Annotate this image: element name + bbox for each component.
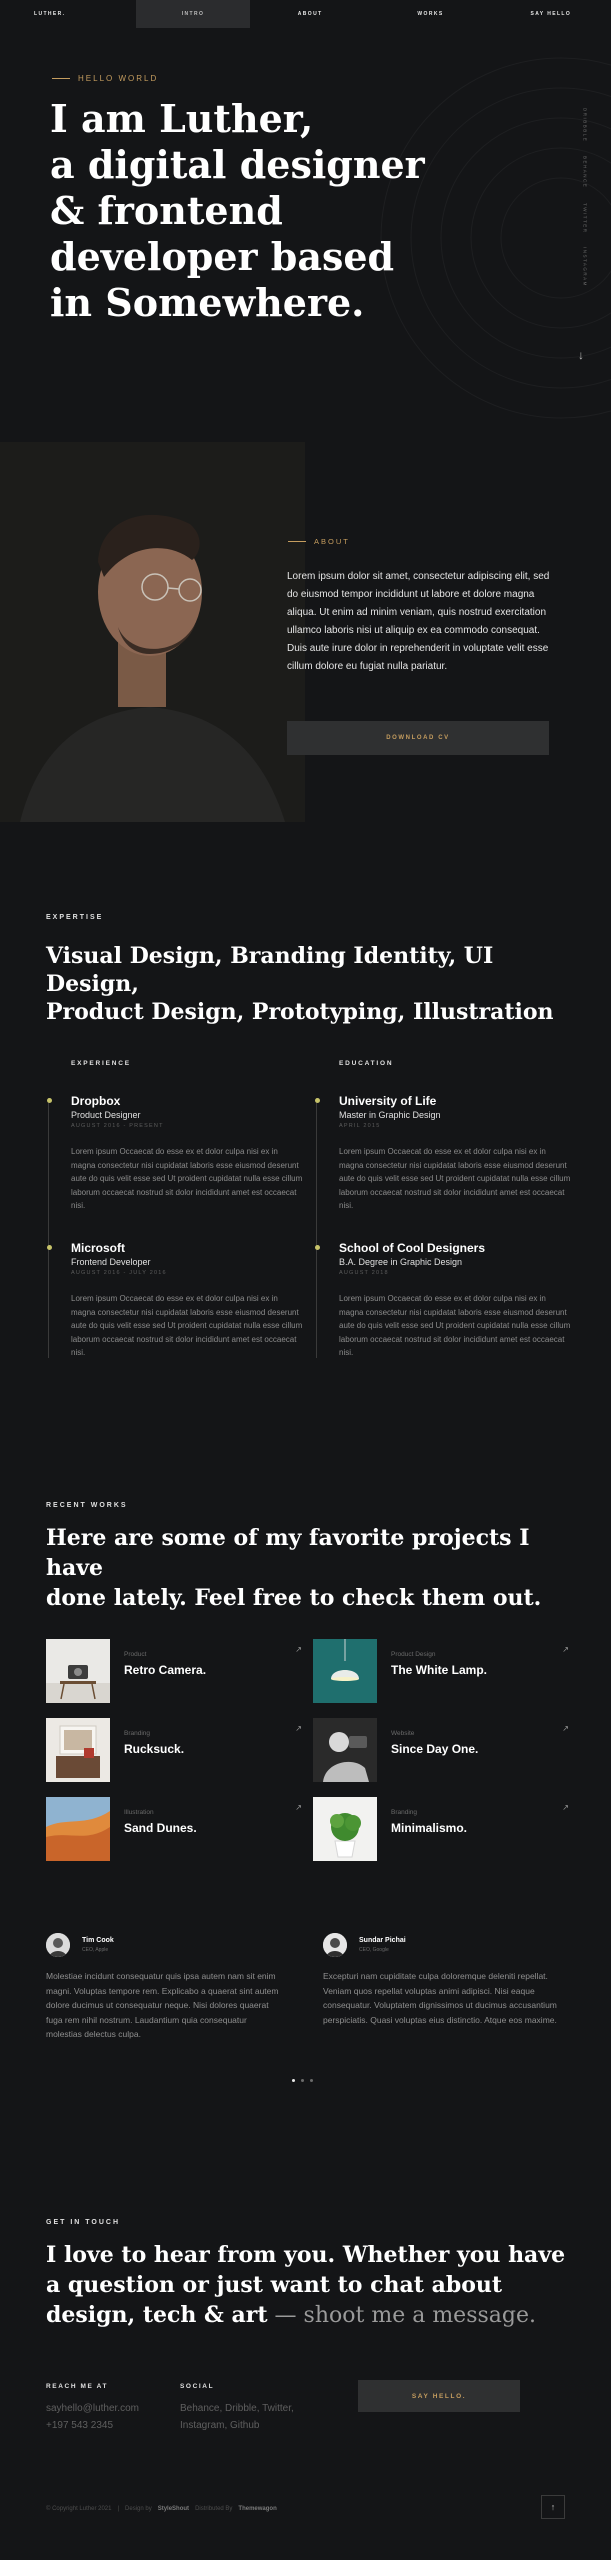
avatar bbox=[323, 1933, 347, 1957]
work-title: The White Lamp. bbox=[391, 1663, 487, 1677]
testimonial-role: CEO, Google bbox=[359, 1947, 389, 1953]
work-title: Minimalismo. bbox=[391, 1821, 468, 1835]
expertise-line-1: Visual Design, Branding Identity, UI Design, bbox=[46, 943, 494, 997]
distributed-prefix: Distributed By bbox=[195, 2506, 233, 2512]
hello-text: HELLO WORLD bbox=[78, 74, 159, 83]
timeline-dot bbox=[47, 1098, 52, 1103]
work-thumbnail bbox=[46, 1718, 110, 1782]
footer-credits bbox=[46, 2506, 277, 2512]
social-link-behance[interactable]: BEHANCE bbox=[582, 156, 588, 189]
works-line-2: done lately. Feel free to check them out. bbox=[46, 1585, 542, 1611]
work-thumbnail bbox=[46, 1639, 110, 1703]
carousel-dot[interactable] bbox=[310, 2079, 313, 2082]
social-link-dribbble[interactable]: DRIBBBLE bbox=[582, 108, 588, 143]
work-item[interactable] bbox=[313, 1718, 569, 1782]
social-link-instagram[interactable]: INSTAGRAM bbox=[582, 247, 588, 287]
hero-line-3: & frontend bbox=[50, 188, 283, 233]
entry-date: AUGUST 2016 - PRESENT bbox=[71, 1123, 164, 1129]
arrow-up-right-icon[interactable]: ↗ bbox=[562, 1803, 569, 1812]
work-thumbnail bbox=[313, 1639, 377, 1703]
arrow-up-right-icon[interactable]: ↗ bbox=[295, 1724, 302, 1733]
experience-entry bbox=[71, 1094, 303, 1213]
work-item[interactable] bbox=[46, 1718, 302, 1782]
expertise-label: EXPERTISE bbox=[46, 914, 104, 921]
carousel-dot[interactable] bbox=[301, 2079, 304, 2082]
contact-title-tail: — shoot me a message. bbox=[267, 2303, 536, 2328]
nav-about[interactable]: ABOUT bbox=[297, 11, 323, 17]
arrow-down-icon[interactable]: ↓ bbox=[578, 348, 584, 362]
entry-role: Product Designer bbox=[71, 1110, 141, 1120]
social-links-line-1[interactable]: Behance, Dribble, Twitter, bbox=[180, 2403, 294, 2414]
entry-date: AUGUST 2018 bbox=[339, 1270, 389, 1276]
contact-title bbox=[46, 2240, 566, 2331]
social-links-line-2[interactable]: Instagram, Github bbox=[180, 2420, 260, 2431]
testimonial-role: CEO, Apple bbox=[82, 1947, 109, 1953]
timeline-dot bbox=[315, 1245, 320, 1250]
top-nav bbox=[0, 0, 611, 28]
work-category: Product bbox=[124, 1651, 147, 1658]
design-credit-link[interactable]: StyleShout bbox=[157, 2506, 190, 2512]
social-vertical-links bbox=[581, 108, 589, 287]
entry-degree: B.A. Degree in Graphic Design bbox=[339, 1257, 463, 1267]
contact-details bbox=[46, 2400, 139, 2434]
hero-section bbox=[0, 28, 611, 438]
hero-line-4: developer based bbox=[50, 234, 395, 279]
recent-works-label: RECENT WORKS bbox=[46, 1502, 128, 1509]
entry-date: APRIL 2015 bbox=[339, 1123, 381, 1129]
arrow-up-right-icon[interactable]: ↗ bbox=[295, 1803, 302, 1812]
footer-separator: | bbox=[117, 2506, 120, 2512]
experience-label: EXPERIENCE bbox=[71, 1060, 131, 1067]
arrow-up-right-icon[interactable]: ↗ bbox=[562, 1645, 569, 1654]
hero-line-2: a digital designer bbox=[50, 142, 425, 187]
distributed-link[interactable]: Themewagon bbox=[238, 2506, 277, 2512]
entry-school: School of Cool Designers bbox=[339, 1241, 486, 1255]
work-item[interactable] bbox=[46, 1797, 302, 1861]
works-title bbox=[46, 1523, 566, 1613]
hero-line-5: in Somewhere. bbox=[50, 280, 365, 325]
work-thumbnail bbox=[313, 1797, 377, 1861]
works-line-1: Here are some of my favorite projects I have bbox=[46, 1525, 530, 1581]
timeline-dot bbox=[315, 1098, 320, 1103]
work-item[interactable] bbox=[313, 1639, 569, 1703]
entry-role: Frontend Developer bbox=[71, 1257, 151, 1267]
education-entry bbox=[339, 1241, 571, 1360]
social-link-twitter[interactable]: TWITTER bbox=[582, 202, 588, 234]
entry-date: AUGUST 2016 - JULY 2016 bbox=[71, 1270, 167, 1276]
reach-me-label: REACH ME AT bbox=[46, 2383, 109, 2390]
expertise-line-2: Product Design, Prototyping, Illustration bbox=[46, 999, 554, 1025]
portrait-image bbox=[0, 442, 305, 822]
arrow-up-icon[interactable]: ↑ bbox=[541, 2495, 565, 2519]
timeline-dot bbox=[47, 1245, 52, 1250]
kicker-line bbox=[52, 78, 70, 79]
contact-title-main: I love to hear from you. Whether you have a question or just want to chat about design, tech & art bbox=[46, 2242, 566, 2328]
work-item[interactable] bbox=[313, 1797, 569, 1861]
experience-timeline bbox=[48, 1098, 49, 1358]
entry-description: Lorem ipsum Occaecat do esse ex et dolor culpa nisi ex in magna consectetur nisi cupidatat laboris esse eiusmod deserunt aute do quis velit esse sed Ut proident cupidatat nulla esse cillum laborum occaecat nostrud sit dolor incididunt amet est occaecat nisi. bbox=[339, 1294, 571, 1357]
nav-say-hello[interactable]: SAY HELLO bbox=[530, 11, 572, 17]
hello-kicker bbox=[52, 74, 158, 83]
social-links bbox=[180, 2400, 294, 2434]
expertise-title bbox=[46, 942, 566, 1026]
work-title: Since Day One. bbox=[391, 1742, 479, 1756]
work-thumbnail bbox=[313, 1718, 377, 1782]
carousel-dots bbox=[292, 2079, 313, 2082]
work-category: Branding bbox=[391, 1809, 418, 1816]
hero-line-1: I am Luther, bbox=[50, 96, 314, 141]
work-category: Illustration bbox=[124, 1809, 154, 1816]
work-title: Rucksuck. bbox=[124, 1742, 185, 1756]
entry-description: Lorem ipsum Occaecat do esse ex et dolor culpa nisi ex in magna consectetur nisi cupidatat laboris esse eiusmod deserunt aute do quis velit esse sed Ut proident cupidatat nulla esse cillum laborum occaecat nostrud sit dolor incididunt amet est occaecat nisi. bbox=[71, 1294, 303, 1357]
say-hello-button[interactable]: SAY HELLO. bbox=[358, 2380, 520, 2412]
kicker-line bbox=[288, 541, 306, 542]
about-kicker bbox=[288, 537, 350, 546]
testimonial-name: Sundar Pichai bbox=[359, 1937, 406, 1944]
education-label: EDUCATION bbox=[339, 1060, 394, 1067]
testimonial-name: Tim Cook bbox=[82, 1937, 114, 1944]
nav-brand[interactable]: LUTHER. bbox=[34, 11, 66, 17]
entry-school: University of Life bbox=[339, 1094, 437, 1108]
entry-company: Microsoft bbox=[71, 1241, 125, 1255]
entry-description: Lorem ipsum Occaecat do esse ex et dolor culpa nisi ex in magna consectetur nisi cupidatat laboris esse eiusmod deserunt aute do quis velit esse sed Ut proident cupidatat nulla esse cillum laborum occaecat nostrud sit dolor incididunt amet est occaecat nisi. bbox=[71, 1147, 303, 1210]
download-cv-button[interactable]: DOWNLOAD CV bbox=[287, 721, 549, 755]
social-label: SOCIAL bbox=[180, 2383, 215, 2390]
design-credit-prefix: Design by bbox=[125, 2506, 152, 2512]
arrow-up-right-icon[interactable]: ↗ bbox=[562, 1724, 569, 1733]
phone-number: +197 543 2345 bbox=[46, 2420, 114, 2431]
experience-entry bbox=[71, 1241, 303, 1360]
copyright: © Copyright Luther 2021 bbox=[46, 2506, 112, 2512]
education-entry bbox=[339, 1094, 571, 1213]
hero-title bbox=[50, 96, 450, 326]
entry-degree: Master in Graphic Design bbox=[339, 1110, 441, 1120]
entry-company: Dropbox bbox=[71, 1094, 121, 1108]
work-category: Branding bbox=[124, 1730, 151, 1737]
work-thumbnail bbox=[46, 1797, 110, 1861]
testimonial-quote: Molestiae incidunt consequatur quis ipsa autem nam sit enim magni. Voluptas tempore rem. Explicabo a quaerat sint autem dolore ducimus ut consequatur neque. Nisi dolores quaerat fuga rem nihil nostrum. Laudantium quia consequatur molestias delectus culpa. bbox=[46, 1971, 279, 2039]
entry-description: Lorem ipsum Occaecat do esse ex et dolor culpa nisi ex in magna consectetur nisi cupidatat laboris esse eiusmod deserunt aute do quis velit esse sed Ut proident cupidatat nulla esse cillum laborum occaecat nostrud sit dolor incididunt amet est occaecat nisi. bbox=[339, 1147, 571, 1210]
work-category: Website bbox=[391, 1730, 415, 1737]
email-link[interactable]: sayhello@luther.com bbox=[46, 2403, 139, 2414]
work-title: Retro Camera. bbox=[124, 1663, 207, 1677]
work-item[interactable] bbox=[46, 1639, 302, 1703]
nav-works[interactable]: WORKS bbox=[417, 11, 444, 17]
about-paragraph: Lorem ipsum dolor sit amet, consectetur adipiscing elit, sed do eiusmod tempor incididunt ut labore et dolore magna aliqua. Ut enim ad minim veniam, quis nostrud exercitation ullamco laboris nisi ut aliquip ex ea commodo consequat. Duis aute irure dolor in reprehenderit in voluptate velit esse cillum dolore eu fugiat nulla pariatur. bbox=[287, 571, 550, 672]
arrow-up-right-icon[interactable]: ↗ bbox=[295, 1645, 302, 1654]
nav-intro[interactable]: INTRO bbox=[136, 0, 250, 28]
work-category: Product Design bbox=[391, 1651, 436, 1658]
get-in-touch-label: GET IN TOUCH bbox=[46, 2219, 121, 2226]
about-label-text: ABOUT bbox=[314, 537, 350, 546]
carousel-dot[interactable] bbox=[292, 2079, 295, 2082]
avatar bbox=[46, 1933, 70, 1957]
education-timeline bbox=[316, 1098, 317, 1358]
testimonial-quote: Excepturi nam cupiditate culpa doloremque deleniti repellat. Veniam quos repellat voluptas animi adipisci. Nisi eaque consequatur. Voluptatem dignissimos ut ducimus accusantium perspiciatis. Quasi voluptas eius distinctio. Atque eos maxime. bbox=[323, 1971, 557, 2025]
work-title: Sand Dunes. bbox=[124, 1821, 197, 1835]
